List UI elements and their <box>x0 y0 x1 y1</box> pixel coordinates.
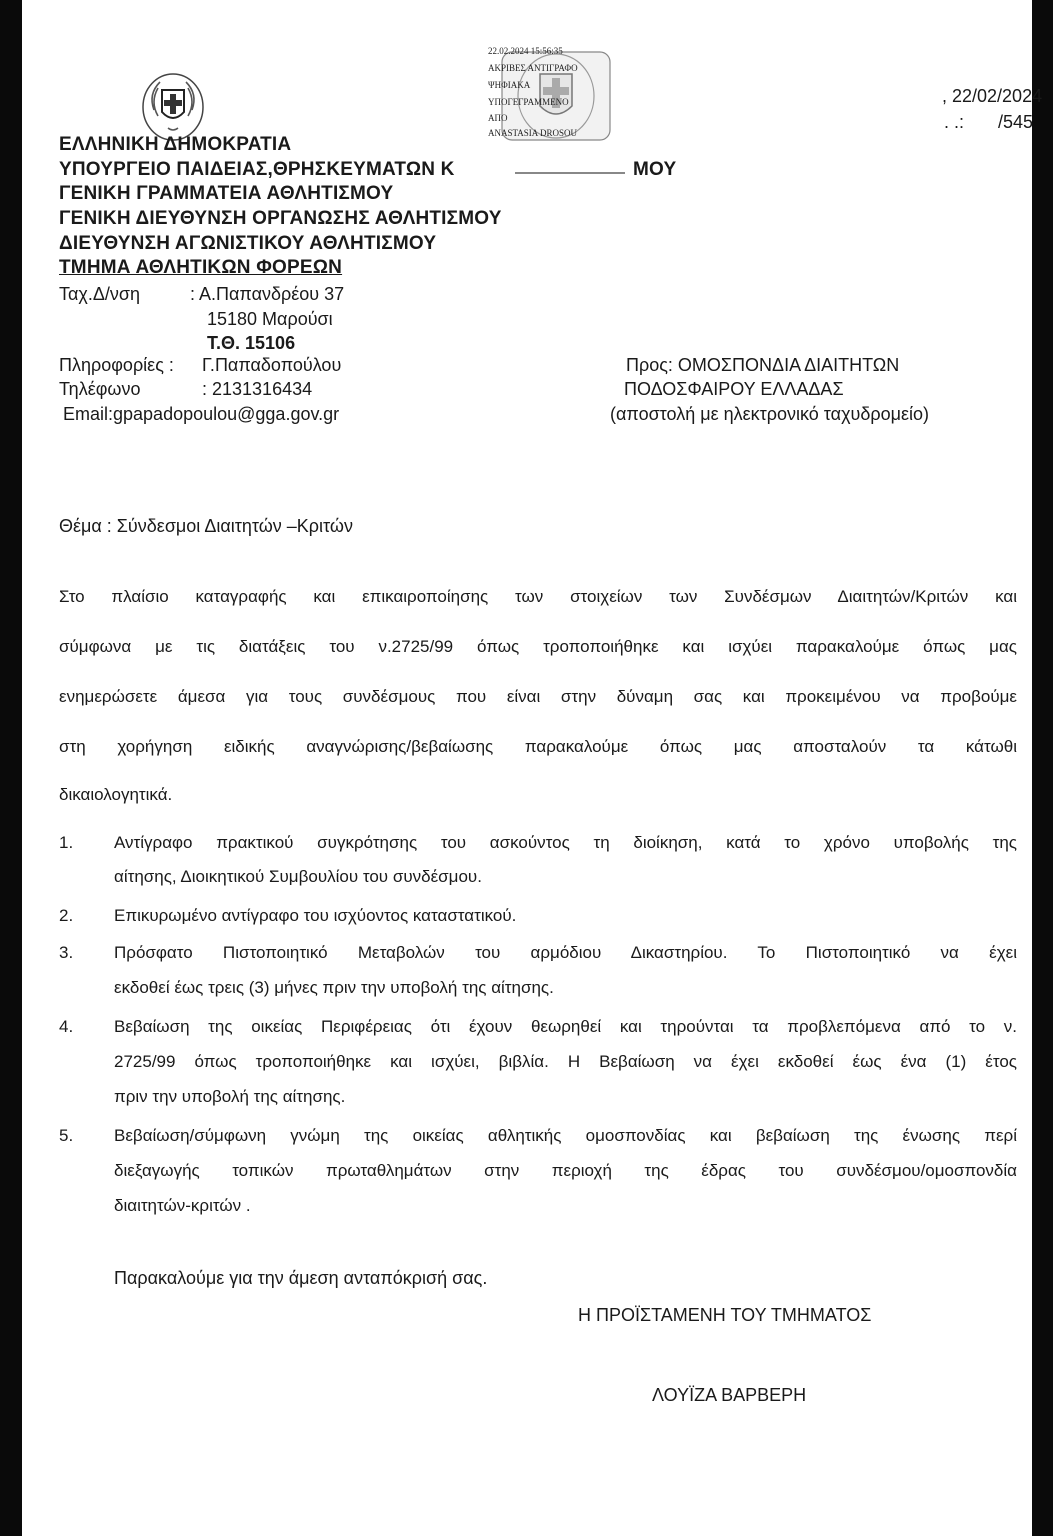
list-item-line: διεξαγωγής τοπικών πρωταθλημάτων στην περιοχή της έδρας του συνδέσμου/ομοσπονδία <box>114 1161 1017 1180</box>
list-item-line: Βεβαίωση/σύμφωνη γνώμη της οικείας αθλητικής ομοσπονδίας και βεβαίωση της ένωσης περί <box>114 1126 1017 1145</box>
document-page <box>22 0 1043 1536</box>
address-city: 15180 Μαρούσι <box>207 309 333 329</box>
info-value: Γ.Παπαδοπούλου <box>202 355 342 375</box>
greek-coat-of-arms-logo <box>140 72 206 142</box>
list-item-line: Επικυρωμένο αντίγραφο του ισχύοντος καταστατικού. <box>114 906 517 925</box>
address-value: : Α.Παπανδρέου 37 <box>190 284 345 304</box>
stamp-signer: ANASTASIA DROSOU <box>488 128 578 138</box>
list-item-line: Πρόσφατο Πιστοποιητικό Μεταβολών του αρμόδιου Δικαστηρίου. Το Πιστοποιητικό να έχει <box>114 943 1017 962</box>
document-date: , 22/02/2024 <box>942 86 1043 106</box>
header-directorate: ΔΙΕΥΘΥΝΣΗ ΑΓΩΝΙΣΤΙΚΟΥ ΑΘΛΗΤΙΣΜΟΥ <box>59 233 437 254</box>
intro-line: ενημερώσετε άμεσα για τους συνδέσμους που είναι στην δύναμη σας και προκειμένου να προβούμε <box>59 687 1017 706</box>
stamp-timestamp: 22.02.2024 15:56:35 <box>488 46 563 56</box>
list-item-line: Βεβαίωση της οικείας Περιφέρειας ότι έχουν θεωρηθεί και τηρούνται τα προβλεπόμενα από το ν. <box>114 1017 1017 1036</box>
list-item-line: πριν την υποβολή της αίτησης. <box>114 1087 346 1106</box>
info-label: Πληροφορίες : <box>59 355 174 375</box>
digital-signature-stamp <box>484 44 624 140</box>
subject: Θέμα : Σύνδεσμοι Διαιτητών –Κριτών <box>59 516 353 536</box>
intro-line: σύμφωνα με τις διατάξεις του ν.2725/99 όπως τροποποιήθηκε και ισχύει παρακαλούμε όπως μας <box>59 637 1017 656</box>
list-item-number: 3. <box>59 943 74 962</box>
list-item-line: Αντίγραφο πρακτικού συγκρότησης του ασκούντος τη διοίκηση, κατά το χρόνο υποβολής της <box>114 833 1017 852</box>
intro-line: δικαιολογητικά. <box>59 785 173 804</box>
stamp-text: ΑΚΡΙΒΕΣ ΑΝΤΙΓΡΑΦΟ <box>488 63 578 73</box>
header-country: ΕΛΛΗΝΙΚΗ ΔΗΜΟΚΡΑΤΙΑ <box>59 134 292 155</box>
list-item-line: εκδοθεί έως τρεις (3) μήνες πριν την υποβολή της αίτησης. <box>114 978 554 997</box>
header-obscured-part <box>515 172 625 174</box>
address-label: Ταχ.Δ/νση <box>59 284 141 304</box>
list-item-number: 4. <box>59 1017 74 1036</box>
list-item-line: διαιτητών-κριτών . <box>114 1196 251 1215</box>
recipient-line-1: Προς: ΟΜΟΣΠΟΝΔΙΑ ΔΙΑΙΤΗΤΩΝ <box>626 355 900 375</box>
stamp-text: ΑΠΟ <box>488 113 508 123</box>
protocol-dots: . .: <box>944 112 965 132</box>
list-item-line: αίτησης, Διοικητικού Συμβουλίου του συνδέσμου. <box>114 867 482 886</box>
signature-name: ΛΟΥΪΖΑ ΒΑΡΒΕΡΗ <box>652 1385 807 1405</box>
signature-title: Η ΠΡΟΪΣΤΑΜΕΝΗ ΤΟΥ ΤΜΗΜΑΤΟΣ <box>578 1305 872 1325</box>
list-item-line: 2725/99 όπως τροποποιήθηκε και ισχύει, βιβλία. Η Βεβαίωση να έχει εκδοθεί έως ένα (1) έτος <box>114 1052 1017 1071</box>
intro-line: Στο πλαίσιο καταγραφής και επικαιροποίησης των στοιχείων των Συνδέσμων Διαιτητών/Κριτών και <box>59 587 1017 606</box>
recipient-line-3: (αποστολή με ηλεκτρονικό ταχυδρομείο) <box>610 404 930 424</box>
header-ministry: ΥΠΟΥΡΓΕΙΟ ΠΑΙΔΕΙΑΣ,ΘΡΗΣΚΕΥΜΑΤΩΝ Κ <box>59 159 455 180</box>
header-ministry-end: ΜΟΥ <box>633 159 677 180</box>
list-item-number: 1. <box>59 833 74 852</box>
stamp-text: ΥΠΟΓΕΓΡΑΜΜΕΝΟ <box>488 97 569 107</box>
list-item-number: 5. <box>59 1126 74 1145</box>
header-secretariat: ΓΕΝΙΚΗ ΓΡΑΜΜΑΤΕΙΑ ΑΘΛΗΤΙΣΜΟΥ <box>59 183 394 204</box>
list-item-number: 2. <box>59 906 74 925</box>
email: Email:gpapadopoulou@gga.gov.gr <box>63 404 340 424</box>
header-department: ΤΜΗΜΑ ΑΘΛΗΤΙΚΩΝ ΦΟΡΕΩΝ <box>59 257 343 278</box>
header-general-directorate: ΓΕΝΙΚΗ ΔΙΕΥΘΥΝΣΗ ΟΡΓΑΝΩΣΗΣ ΑΘΛΗΤΙΣΜΟΥ <box>59 208 502 229</box>
phone-label: Τηλέφωνο <box>59 379 141 399</box>
stamp-text: ΨΗΦΙΑΚΑ <box>488 80 531 90</box>
recipient-line-2: ΠΟΔΟΣΦΑΙΡΟΥ ΕΛΛΑΔΑΣ <box>624 379 844 399</box>
intro-line: στη χορήγηση ειδικής αναγνώρισης/βεβαίωσης παρακαλούμε όπως μας αποσταλούν τα κάτωθι <box>59 737 1017 756</box>
protocol-number: /545 <box>998 112 1034 132</box>
phone-value: : 2131316434 <box>202 379 313 399</box>
closing-text: Παρακαλούμε για την άμεση ανταπόκρισή σας. <box>114 1268 488 1288</box>
po-box: Τ.Θ. 15106 <box>207 333 296 353</box>
